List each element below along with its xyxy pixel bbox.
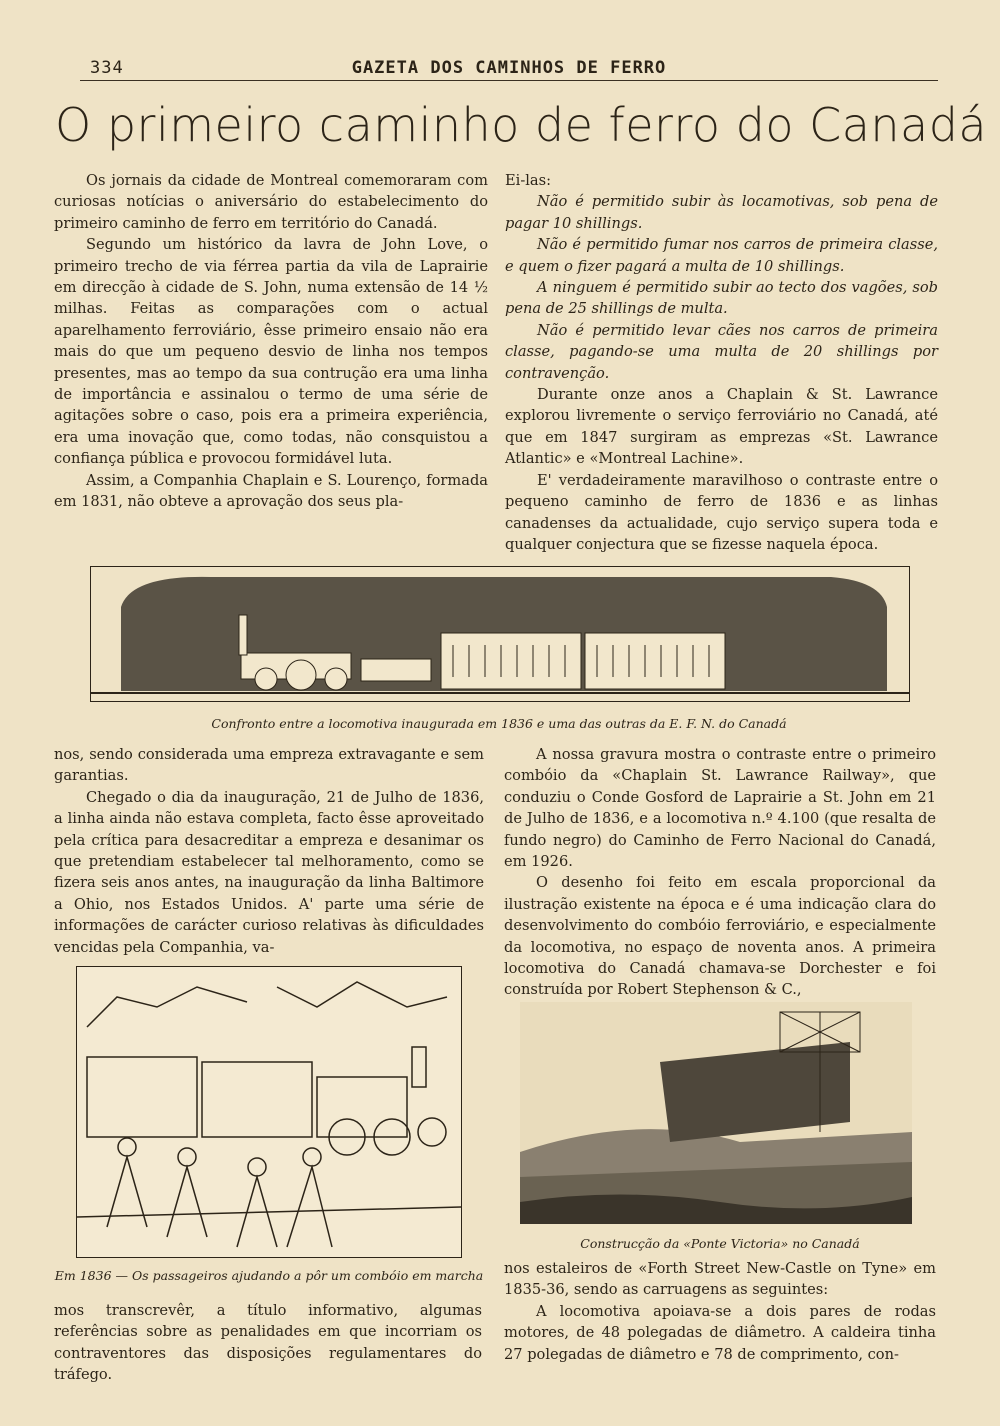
text-column-2 xyxy=(505,170,938,555)
bridge-drawing xyxy=(520,1002,912,1224)
bridge-construction-illustration xyxy=(520,1002,912,1224)
passengers-caption: Em 1836 — Os passageiros ajudando a pôr um combóio em marcha xyxy=(54,1268,484,1283)
paragraph: A locomotiva apoiava-se a dois pares de rodas motores, de 48 polegadas de diâmetro. A caldeira tinha 27 polegadas de diâmetro e 78 de comprimento, con- xyxy=(504,1302,936,1363)
paragraph: nos estaleiros de «Forth Street New-Castle on Tyne» em 1835-36, sendo as carruagens as seguintes: xyxy=(504,1260,936,1299)
trains-caption: Confronto entre a locomotiva inaugurada em 1836 e uma das outras da E. F. N. do Canadá xyxy=(211,716,787,731)
text-column-3 xyxy=(54,744,484,958)
page-number: 334 xyxy=(90,58,124,78)
paragraph: nos, sendo considerada uma empreza extravagante e sem garantias. xyxy=(54,746,484,785)
passenger-car-2 xyxy=(585,633,725,689)
bridge-caption: Construcção da «Ponte Victoria» no Canadá xyxy=(580,1236,860,1251)
text-column-4 xyxy=(504,744,936,1001)
rule-item: Não é permitido levar cães nos carros de primeira classe, pagando-se uma multa de 20 shillings por contravenção. xyxy=(505,321,938,382)
trains-comparison-illustration xyxy=(90,566,910,702)
publication-title: GAZETA DOS CAMINHOS DE FERRO xyxy=(351,58,667,78)
paragraph: E' verdadeiramente maravilhoso o contraste entre o pequeno caminho de ferro de 1836 e as linhas canadenses da actualidade, cujo serviço supera toda e qualquer conjectura que se fizesse naquela época. xyxy=(505,471,938,553)
paragraph: Os jornais da cidade de Montreal comemoraram com curiosas notícias o aniversário do estabelecimento do primeiro caminho de ferro em território do Canadá. xyxy=(54,172,488,232)
passenger-car-1 xyxy=(441,633,581,689)
text-column-5 xyxy=(54,1300,482,1386)
paragraph: Assim, a Companhia Chaplain e S. Lourenço, formada em 1831, não obteve a aprovação dos seus pla- xyxy=(54,471,488,511)
text-column-6 xyxy=(504,1258,936,1365)
paragraph: mos transcrevêr, a título informativo, algumas referências sobre as penalidades em que incorriam os contraventores das disposições regulamentares do tráfego. xyxy=(54,1302,482,1384)
paragraph: Ei-las: xyxy=(505,172,552,189)
rule-item: Não é permitido fumar nos carros de primeira classe, e quem o fizer pagará a multa de 10 shillings. xyxy=(505,236,938,275)
paragraph: O desenho foi feito em escala proporcional da ilustração existente na época e é uma indicação clara do desenvolvimento do combóio ferroviário, e especialmente da locomotiva, no espaço de noventa anos. A primeira locomotiva do Canadá chamava-se Dorchester e foi construída por Robert Stephenson & C., xyxy=(504,874,936,999)
rule-item: A ninguem é permitido subir ao tecto dos vagões, sob pena de 25 shillings de multa. xyxy=(505,279,938,318)
paragraph: A nossa gravura mostra o contraste entre o primeiro combóio da «Chaplain St. Lawrance Railway», que conduziu o Conde Gosford de Laprairie a St. John em 21 de Julho de 1836, e a locomotiva n.º 4.100 (que resalta de fundo negro) do Caminho de Ferro Nacional do Canadá, em 1926. xyxy=(504,746,936,871)
rule-item: Não é permitido subir às locamotivas, sob pena de pagar 10 shillings. xyxy=(505,193,938,232)
passengers-illustration xyxy=(76,966,462,1258)
page-header xyxy=(80,56,938,81)
paragraph: Durante onze anos a Chaplain & St. Lawrance explorou livremente o serviço ferroviário no Canadá, até que em 1847 surgiram as emprezas «St. Lawrance Atlantic» e «Montreal Lachine». xyxy=(505,386,938,468)
paragraph: Segundo um histórico da lavra de John Love, o primeiro trecho de via férrea partia da vila de Laprairie em direcção à cidade de S. John, numa extensão de 14 ½ milhas. Feitas as comparações com o actual aparelhamento ferroviário, êsse primeiro ensaio não era mais do que um pequeno desvio de linha nos tempos presentes, mas ao tempo da sua contrução era uma linha de importância e assinalou o termo de uma série de agitações sobre o caso, pois era a primeira experiência, era uma inovação que, como todas, não consquistou a confiança pública e provocou formidável luta. xyxy=(54,236,488,468)
trains-drawing xyxy=(91,567,909,701)
passengers-drawing xyxy=(77,967,461,1257)
article-title: O primeiro caminho de ferro do Canadá xyxy=(55,98,988,152)
paragraph: Chegado o dia da inauguração, 21 de Julho de 1836, a linha ainda não estava completa, facto êsse aproveitado pela crítica para desacreditar a empreza e desanimar os que pretendiam estabelecer tal melhoramento, como se fizera seis anos antes, na inauguração da linha Baltimore a Ohio, nos Estados Unidos. A' parte uma série de informações de carácter curioso relativas às dificuldades vencidas pela Companhia, va- xyxy=(54,788,484,956)
text-column-1 xyxy=(54,170,488,513)
